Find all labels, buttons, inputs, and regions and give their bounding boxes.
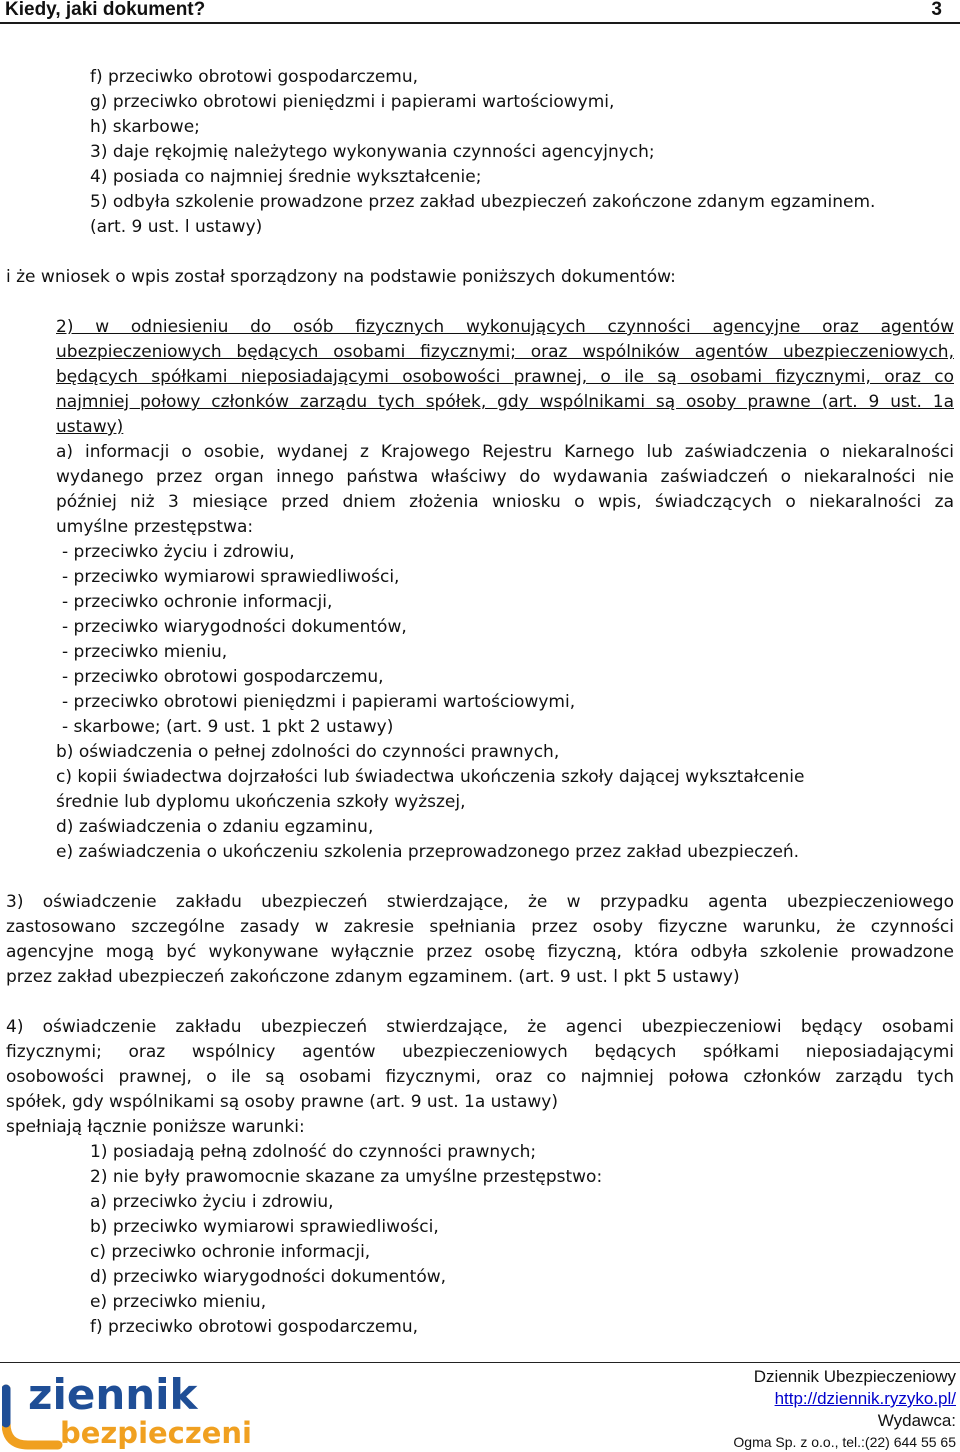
publication-name: Dziennik Ubezpieczeniowy (753, 1367, 956, 1386)
text-line: 5) odbyła szkolenie prowadzone przez zakład ubezpieczeń zakończone zdanym egzaminem. (90, 192, 876, 212)
text-line: ustawy) (56, 417, 124, 437)
text-line: d) przeciwko wiarygodności dokumentów, (90, 1267, 447, 1287)
publisher-label: Wydawca: (877, 1411, 956, 1430)
document-title: Kiedy, jaki dokument? (5, 0, 206, 20)
text-line: później niż 3 miesiące przed dniem złożenia wniosku o wpis, świadczących o niekaralności za (56, 492, 954, 512)
text-line: f) przeciwko obrotowi gospodarczemu, (90, 67, 419, 87)
text-line: 4) posiada co najmniej średnie wykształcenie; (90, 167, 482, 187)
text-line: a) przeciwko życiu i zdrowiu, (90, 1192, 334, 1212)
text-line: - przeciwko ochronie informacji, (62, 592, 333, 612)
text-line: c) przeciwko ochronie informacji, (90, 1242, 371, 1262)
logo-word-1: ziennik (28, 1370, 198, 1419)
text-line: i że wniosek o wpis został sporządzony na podstawie poniższych dokumentów: (6, 267, 676, 287)
text-line: - przeciwko wymiarowi sprawiedliwości, (62, 567, 400, 587)
text-line: najmniej połowy członków zarządu tych spółek, gdy wspólnikami są osoby prawne (art. 9 ust. 1a (56, 392, 954, 412)
footer-divider (0, 1362, 960, 1363)
text-line: średnie lub dyplomu ukończenia szkoły wyższej, (56, 792, 466, 812)
text-line: 2) w odniesieniu do osób fizycznych wykonujących czynności agencyjne oraz agentów (56, 317, 954, 337)
text-line: d) zaświadczenia o zdaniu egzaminu, (56, 817, 374, 837)
text-line: f) przeciwko obrotowi gospodarczemu, (90, 1317, 419, 1337)
text-line: e) przeciwko mieniu, (90, 1292, 267, 1312)
text-line: - przeciwko mieniu, (62, 642, 228, 662)
logo-word-2: bezpieczeni (60, 1416, 252, 1450)
publication-link[interactable]: http://dziennik.ryzyko.pl/ (774, 1389, 956, 1408)
text-line: 2) nie były prawomocnie skazane za umyślne przestępstwo: (90, 1167, 603, 1187)
text-line: 3) daje rękojmię należytego wykonywania czynności agencyjnych; (90, 142, 655, 162)
text-line: przez zakład ubezpieczeń zakończone zdanym egzaminem. (art. 9 ust. l pkt 5 ustawy) (6, 967, 740, 987)
text-line: a) informacji o osobie, wydanej z Krajowego Rejestru Karnego lub zaświadczenia o niekaralności (56, 442, 954, 462)
text-line: - przeciwko życiu i zdrowiu, (62, 542, 295, 562)
text-line: - przeciwko wiarygodności dokumentów, (62, 617, 407, 637)
text-line: zastosowano szczególne zasady w zakresie spełniania przez osoby fizyczne warunku, że czynności (6, 917, 954, 937)
text-line: b) przeciwko wymiarowi sprawiedliwości, (90, 1217, 439, 1237)
text-line: - przeciwko obrotowi gospodarczemu, (62, 667, 384, 687)
text-line: umyślne przestępstwa: (56, 517, 254, 537)
text-line: e) zaświadczenia o ukończeniu szkolenia przeprowadzonego przez zakład ubezpieczeń. (56, 842, 800, 862)
text-line: spółek, gdy wspólnikami są osoby prawne (art. 9 ust. 1a ustawy) (6, 1092, 558, 1112)
publisher-contact: Ogma Sp. z o.o., tel.:(22) 644 55 65 (733, 1434, 956, 1450)
text-line: h) skarbowe; (90, 117, 200, 137)
text-line: wydanego przez organ innego państwa właściwy do wydawania zaświadczeń o niekaralności nie (56, 467, 954, 487)
text-line: - przeciwko obrotowi pieniędzmi i papierami wartościowymi, (62, 692, 576, 712)
text-line: c) kopii świadectwa dojrzałości lub świadectwa ukończenia szkoły dającej wykształcenie (56, 767, 805, 787)
text-line: będących spółkami nieposiadającymi osobowości prawnej, o ile są osobami fizycznymi, oraz co (56, 367, 954, 387)
text-line: g) przeciwko obrotowi pieniędzmi i papierami wartościowymi, (90, 92, 615, 112)
text-line: spełniają łącznie poniższe warunki: (6, 1117, 305, 1137)
footer-publisher-info (733, 1366, 956, 1452)
text-line: b) oświadczenia o pełnej zdolności do czynności prawnych, (56, 742, 560, 762)
page-number: 3 (931, 0, 942, 20)
text-line: ubezpieczeniowych będących osobami fizycznymi; oraz wspólników agentów ubezpieczeniowych, (56, 342, 954, 362)
text-line: 4) oświadczenie zakładu ubezpieczeń stwierdzające, że agenci ubezpieczeniowi będący osobami (6, 1017, 954, 1037)
page-header (0, 0, 960, 24)
dziennik-logo (2, 1365, 332, 1450)
text-line: osobowości prawnej, o ile są osobami fizycznymi, oraz co najmniej połowa członków zarządu tych (6, 1067, 954, 1087)
text-line: 3) oświadczenie zakładu ubezpieczeń stwierdzające, że w przypadku agenta ubezpieczeniowego (6, 892, 954, 912)
text-line: - skarbowe; (art. 9 ust. 1 pkt 2 ustawy) (62, 717, 394, 737)
text-line: 1) posiadają pełną zdolność do czynności prawnych; (90, 1142, 537, 1162)
text-line: (art. 9 ust. l ustawy) (90, 217, 263, 237)
text-line: agencyjne mogą być wykonywane wyłącznie przez osobę fizyczną, która odbyła szkolenie prowadzone (6, 942, 954, 962)
text-line: fizycznymi; oraz wspólnicy agentów ubezpieczeniowych będących spółkami nieposiadającymi (6, 1042, 954, 1062)
